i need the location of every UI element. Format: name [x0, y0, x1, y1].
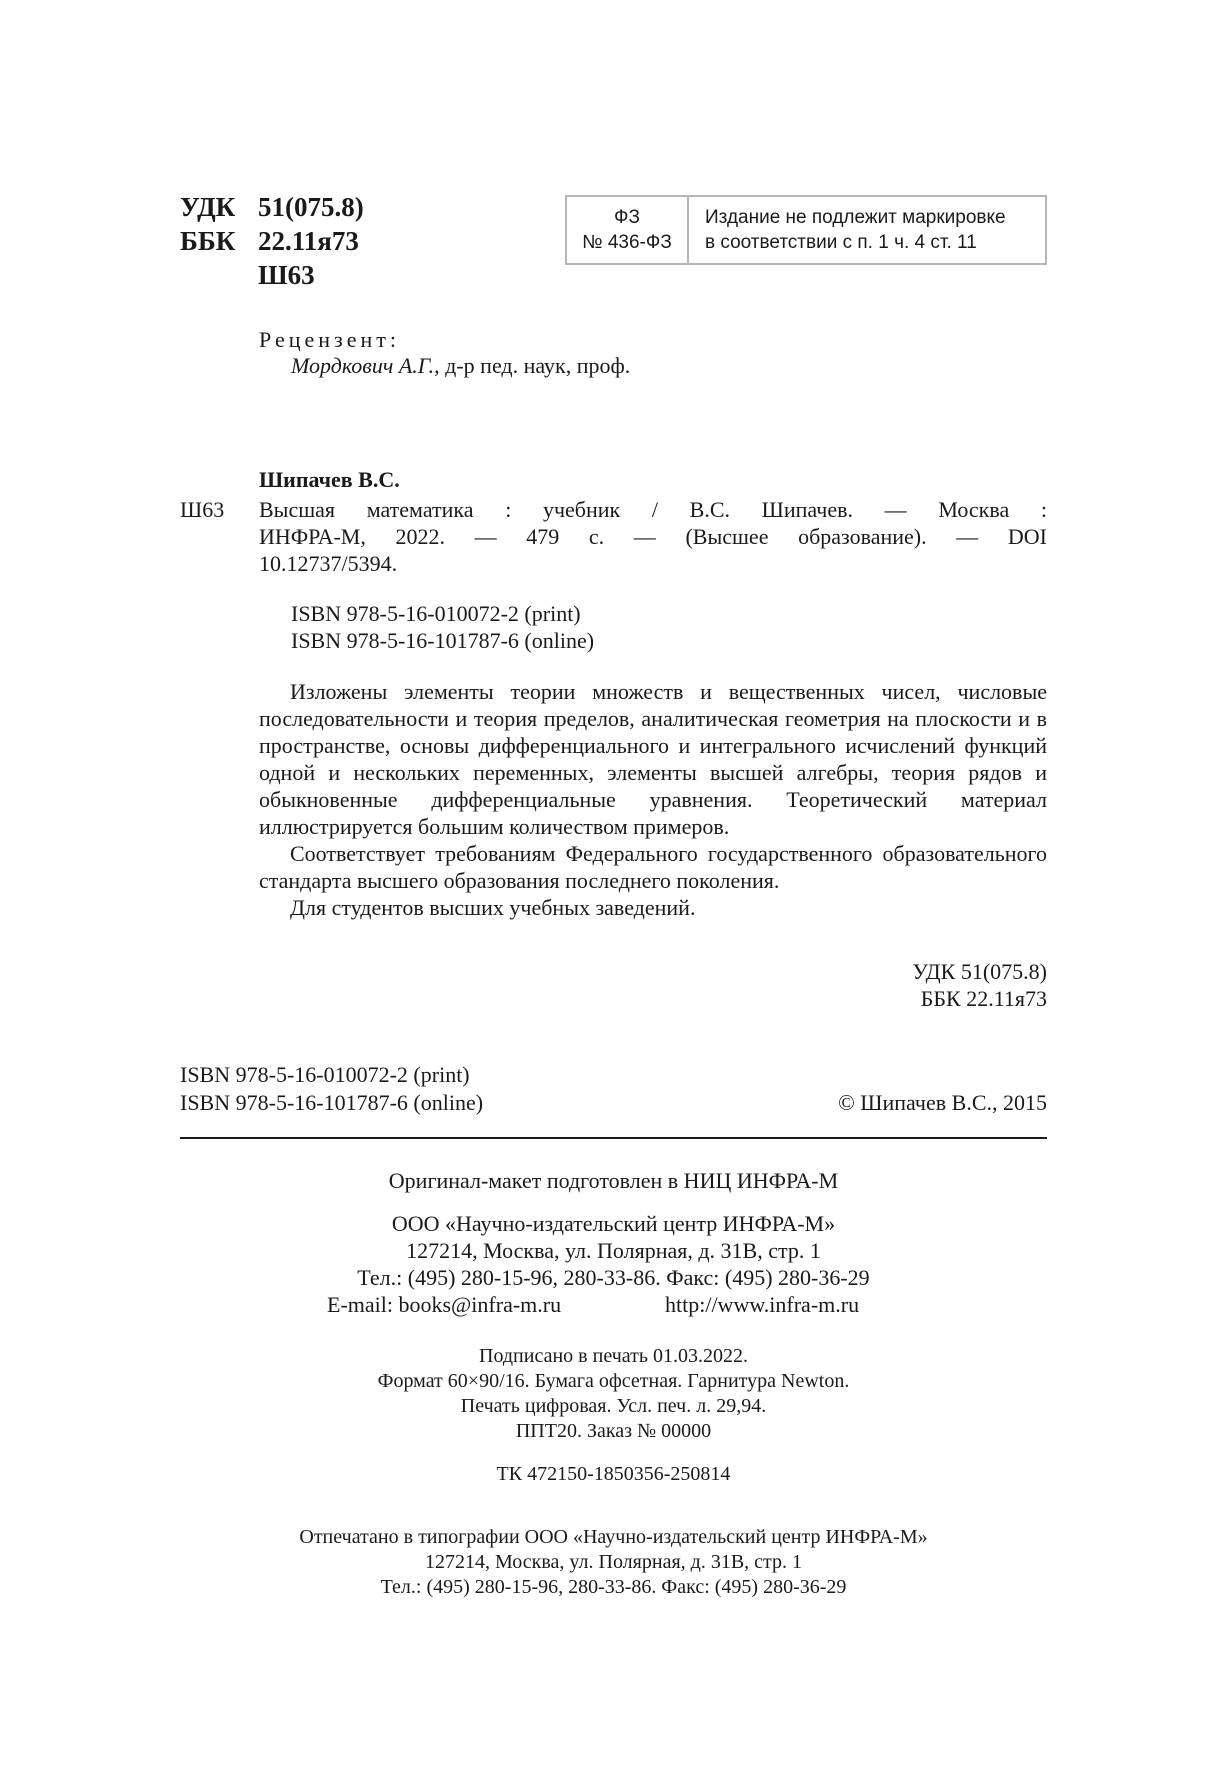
reviewer-line — [291, 352, 630, 379]
udk-row — [180, 190, 364, 224]
reviewer-details: , д-р пед. наук, проф. — [434, 353, 631, 378]
publisher-address: 127214, Москва, ул. Полярная, д. 31В, стр. 1 — [406, 1238, 821, 1263]
annotation — [259, 678, 1047, 921]
publisher-website: http://www.infra-m.ru — [665, 1292, 860, 1317]
annotation-paragraph-2: Соответствует требованиям Федерального государственного образовательного стандарта высшего образования последнего поколения. — [259, 841, 1047, 893]
bbk-row — [180, 224, 364, 258]
divider — [180, 1137, 1047, 1139]
printer-line-2: 127214, Москва, ул. Полярная, д. 31В, стр. 1 — [424, 1551, 803, 1573]
printer-line-3: Тел.: (495) 280-15-96, 280-33-86. Факс: (495) 280-36-29 — [380, 1576, 847, 1598]
law-line-1: ФЗ — [614, 207, 640, 228]
law-note — [689, 197, 1045, 263]
prepared-note: Оригинал-макет подготовлен в НИЦ ИНФРА-М — [388, 1168, 839, 1193]
author-heading: Шипачев В.С. — [259, 467, 400, 492]
print-order: ППТ20. Заказ № 00000 — [515, 1420, 712, 1442]
signed-to-print: Подписано в печать 01.03.2022. — [479, 1345, 748, 1367]
isbn-online: ISBN 978-5-16-101787-6 (online) — [180, 1090, 484, 1115]
tk-code: ТК 472150-1850356-250814 — [496, 1463, 731, 1485]
biblio-isbn-print: ISBN 978-5-16-010072-2 (print) — [291, 601, 581, 626]
law-reference — [567, 197, 689, 263]
annotation-paragraph-3: Для студентов высших учебных заведений. — [290, 895, 696, 920]
biblio-line-3: 10.12737/5394. — [259, 551, 398, 576]
index-udk: УДК 51(075.8) — [912, 959, 1047, 984]
biblio-isbn-online: ISBN 978-5-16-101787-6 (online) — [291, 628, 595, 653]
author-mark-row — [180, 258, 364, 292]
index-bbk: ББК 22.11я73 — [920, 986, 1047, 1011]
reviewer-label: Рецензент: — [259, 327, 400, 352]
print-method: Печать цифровая. Усл. печ. л. 29,94. — [460, 1395, 767, 1417]
biblio-line-1: Высшая математика : учебник / В.С. Шипачев. — Москва : — [259, 497, 1047, 522]
udk-label: УДК — [180, 192, 236, 222]
classification-block — [180, 190, 364, 292]
author-mark: Ш63 — [258, 260, 315, 290]
bbk-value: 22.11я73 — [258, 226, 359, 256]
law-note-line-1: Издание не подлежит маркировке — [705, 207, 1006, 228]
isbn-print: ISBN 978-5-16-010072-2 (print) — [180, 1062, 470, 1087]
udk-value: 51(075.8) — [258, 192, 364, 222]
publisher-email: E-mail: books@infra-m.ru — [327, 1292, 562, 1317]
publisher-phones: Тел.: (495) 280-15-96, 280-33-86. Факс: (495) 280-36-29 — [357, 1265, 870, 1290]
law-marking-box — [565, 195, 1047, 265]
print-format: Формат 60×90/16. Бумага офсетная. Гарнитура Newton. — [377, 1370, 850, 1392]
reviewer-name: Мордкович А.Г. — [291, 353, 435, 378]
bbk-label: ББК — [180, 226, 236, 256]
annotation-paragraph-1: Изложены элементы теории множеств и вещественных чисел, числовые последовательности и теория пределов, аналитическая геометрия на плоскости и в пространстве, основы дифференциального и интегрального исчислений функций одной и нескольких переменных, элементы высшей алгебры, теория рядов и обыкновенные дифференциальные уравнения. Теоретический материал иллюстрируется большим количеством примеров. — [259, 679, 1047, 839]
law-line-2: № 436-ФЗ — [582, 232, 672, 253]
biblio-line-2: ИНФРА-М, 2022. — 479 с. — (Высшее образование). — DOI — [259, 524, 1047, 549]
copyright: © Шипачев В.С., 2015 — [838, 1090, 1047, 1115]
publisher-name: ООО «Научно-издательский центр ИНФРА-М» — [391, 1211, 836, 1236]
law-note-line-2: в соответствии с п. 1 ч. 4 ст. 11 — [705, 232, 977, 253]
biblio-author-mark: Ш63 — [180, 497, 225, 522]
printer-line-1: Отпечатано в типографии ООО «Научно-издательский центр ИНФРА-М» — [299, 1526, 928, 1548]
